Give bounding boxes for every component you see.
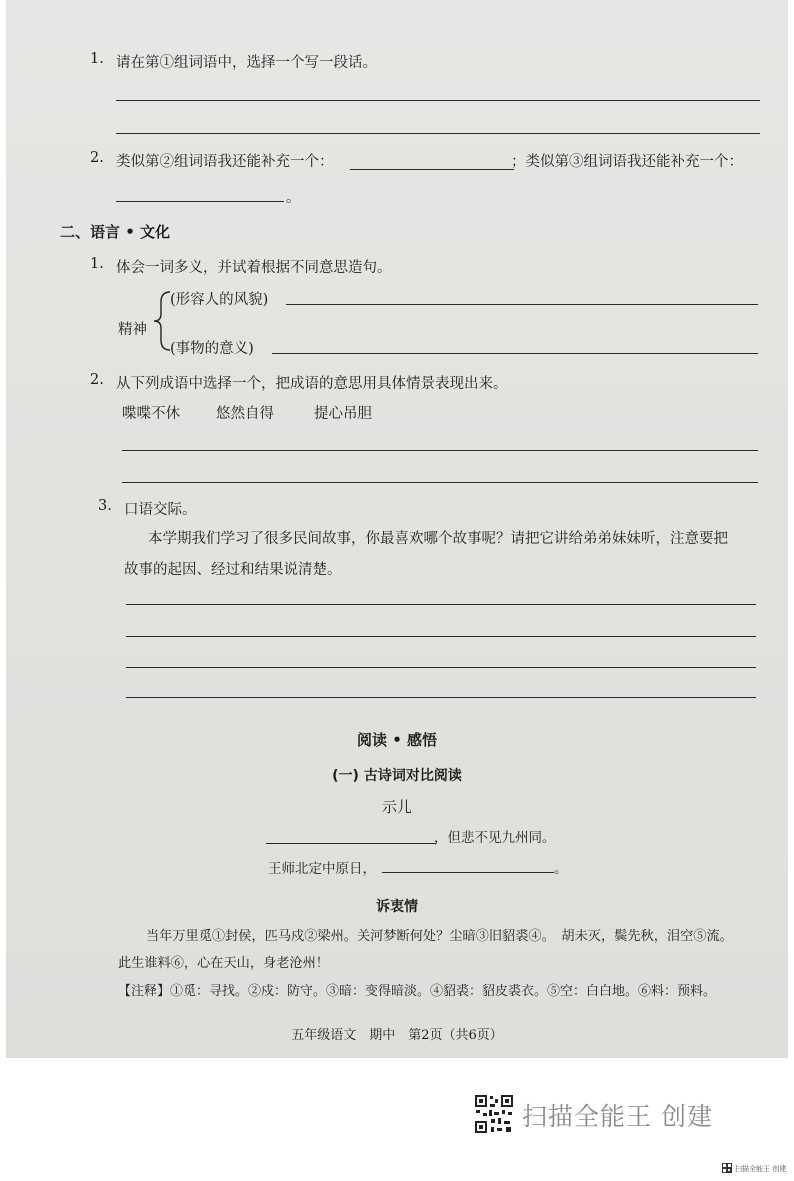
- paragraph-text: 本学期我们学习了很多民间故事，你最喜欢哪个故事呢？请把它讲给弟弟妹妹听，注意要把: [148, 531, 728, 547]
- poem-text: 当年万里觅①封侯，匹马戍②梁州。关河梦断何处？尘暗③旧貂裘④。 胡未灭，鬓先秋，泪空⑤流。: [146, 929, 733, 944]
- question-number: 2.: [90, 150, 104, 166]
- reading-section-title: 阅读 • 感悟: [356, 731, 438, 749]
- poem-notes: 【注释】①觅：寻找。②戍：防守。③暗：变得暗淡。④貂裘：貂皮裘衣。⑤空：白白地。⑥料：预料。: [118, 984, 717, 999]
- idiom: 喋喋不休: [122, 406, 180, 422]
- poem-text: 此生谁料⑥，心在天山，身老沧州！: [118, 956, 329, 971]
- answer-line[interactable]: [116, 100, 760, 101]
- answer-line[interactable]: [126, 667, 756, 668]
- answer-blank[interactable]: [266, 843, 436, 844]
- question-text: 从下列成语中选择一个，把成语的意思用具体情景表现出来。: [116, 376, 508, 392]
- answer-blank[interactable]: [116, 201, 284, 202]
- section-title: 二、语言 • 文化: [60, 223, 171, 241]
- exam-page: [6, 0, 788, 1058]
- poem-line: ，但悲不见九州同。: [434, 830, 556, 846]
- question-number: 3.: [98, 498, 112, 514]
- qr-code-icon: [722, 1163, 732, 1173]
- meaning-label: (事物的意义): [170, 341, 254, 357]
- paragraph-text: 故事的起因、经过和结果说清楚。: [124, 562, 342, 578]
- question-number: 1.: [90, 51, 104, 67]
- answer-blank[interactable]: [382, 872, 554, 873]
- reading-subtitle: (一) 古诗词对比阅读: [332, 768, 462, 784]
- idiom: 悠然自得: [216, 406, 274, 422]
- answer-line[interactable]: [286, 304, 758, 305]
- question-text: ；类似第③组词语我还能补充一个：: [511, 154, 743, 170]
- poem-title: 诉衷情: [376, 899, 418, 915]
- answer-line[interactable]: [122, 450, 758, 451]
- poem-title: 示儿: [381, 798, 412, 816]
- answer-line[interactable]: [126, 604, 756, 605]
- answer-line[interactable]: [122, 482, 758, 483]
- question-text: 口语交际。: [124, 502, 197, 518]
- qr-code-icon: [474, 1094, 514, 1134]
- question-number: 2.: [90, 372, 104, 388]
- punctuation: 。: [554, 861, 568, 877]
- question-text: 体会一词多义，并试着根据不同意思造句。: [116, 260, 392, 276]
- question-number: 1.: [90, 256, 104, 272]
- page-footer: 五年级语文 期中 第2页（共6页）: [291, 1028, 503, 1043]
- answer-blank[interactable]: [350, 169, 514, 170]
- polysemy-word: 精神: [118, 322, 147, 338]
- idiom: 提心吊胆: [314, 406, 372, 422]
- brace-icon: [152, 290, 172, 352]
- answer-line[interactable]: [126, 636, 756, 637]
- answer-line[interactable]: [272, 353, 758, 354]
- answer-line[interactable]: [126, 697, 756, 698]
- scanner-brand-text: 扫描全能王 创建: [522, 1102, 713, 1131]
- scanner-brand-small: 扫描全能王 创建: [735, 1165, 787, 1173]
- poem-line: 王师北定中原日，: [268, 861, 376, 877]
- answer-line[interactable]: [116, 133, 760, 134]
- question-text: 请在第①组词语中，选择一个写一段话。: [116, 55, 377, 71]
- question-text: 类似第②组词语我还能补充一个：: [116, 154, 334, 170]
- meaning-label: (形容人的风貌): [170, 292, 269, 308]
- punctuation: 。: [286, 190, 301, 206]
